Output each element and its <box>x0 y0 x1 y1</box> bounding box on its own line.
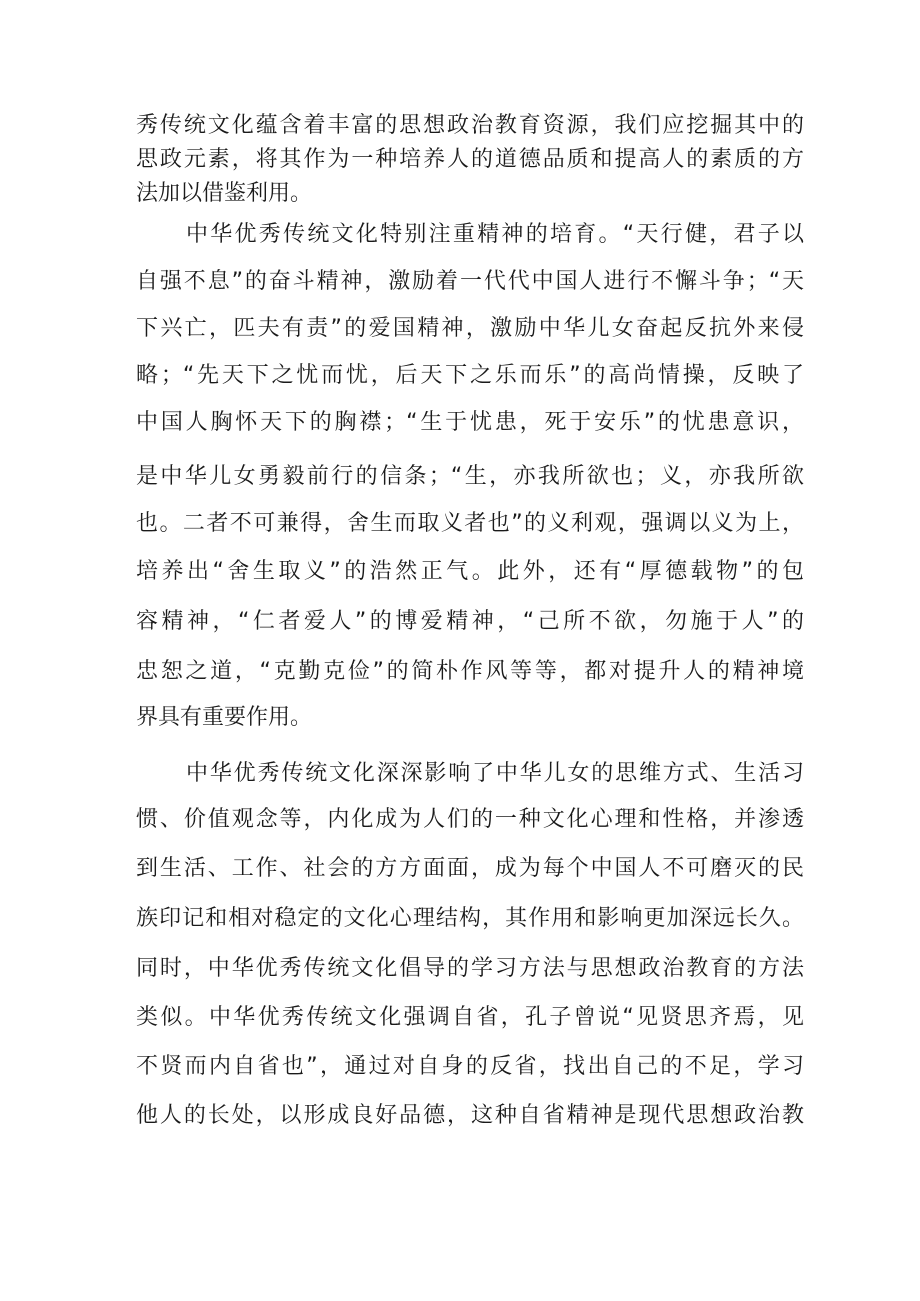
paragraph-3-line-7: 不贤而内自省也”，通过对自身的反省，找出自己的不足，学习 <box>136 1054 804 1079</box>
paragraph-2-line-5: 中国人胸怀天下的胸襟；“生于忧患，死于安乐”的忧患意识， <box>136 410 804 435</box>
paragraph-2-line-4: 略；“先天下之忧而忧，后天下之乐而乐”的高尚情操，反映了 <box>136 363 804 388</box>
paragraph-3-line-8: 他人的长处，以形成良好品德，这种自省精神是现代思想政治教 <box>136 1103 804 1128</box>
paragraph-3-line-1: 中华优秀传统文化深深影响了中华儿女的思维方式、生活习 <box>186 761 804 786</box>
paragraph-2-line-7: 也。二者不可兼得，舍生而取义者也”的义利观，强调以义为上， <box>136 511 804 536</box>
paragraph-2-line-6: 是中华儿女勇毅前行的信条；“生，亦我所欲也；义，亦我所欲 <box>136 464 804 489</box>
paragraph-2-line-11: 界具有重要作用。 <box>136 705 313 730</box>
paragraph-3-line-5: 同时，中华优秀传统文化倡导的学习方法与思想政治教育的方法 <box>136 956 804 981</box>
paragraph-1-line-2: 思政元素，将其作为一种培养人的道德品质和提高人的素质的方 <box>136 147 804 172</box>
paragraph-2-line-3: 下兴亡，匹夫有责”的爱国精神，激励中华儿女奋起反抗外来侵 <box>136 316 804 341</box>
paragraph-3-line-3: 到生活、工作、社会的方方面面，成为每个中国人不可磨灭的民 <box>136 856 804 881</box>
paragraph-1-line-3: 法加以借鉴利用。 <box>136 181 313 206</box>
paragraph-1-line-1: 秀传统文化蕴含着丰富的思想政治教育资源，我们应挖掘其中的 <box>136 113 804 138</box>
paragraph-2-line-1: 中华优秀传统文化特别注重精神的培育。“天行健，君子以 <box>186 222 804 247</box>
paragraph-2-line-9: 容精神，“仁者爱人”的博爱精神，“己所不欲，勿施于人”的 <box>136 609 804 634</box>
paragraph-3-line-2: 惯、价值观念等，内化成为人们的一种文化心理和性格，并渗透 <box>136 807 804 832</box>
paragraph-3-line-4: 族印记和相对稳定的文化心理结构，其作用和影响更加深远长久。 <box>136 906 804 931</box>
paragraph-2-line-2: 自强不息”的奋斗精神，激励着一代代中国人进行不懈斗争；“天 <box>136 269 804 294</box>
paragraph-3-line-6: 类似。中华优秀传统文化强调自省，孔子曾说“见贤思齐焉，见 <box>136 1005 804 1030</box>
paragraph-2-line-10: 忠恕之道，“克勤克俭”的简朴作风等等，都对提升人的精神境 <box>136 659 804 684</box>
paragraph-2-line-8: 培养出“舍生取义”的浩然正气。此外，还有“厚德载物”的包 <box>136 559 804 584</box>
